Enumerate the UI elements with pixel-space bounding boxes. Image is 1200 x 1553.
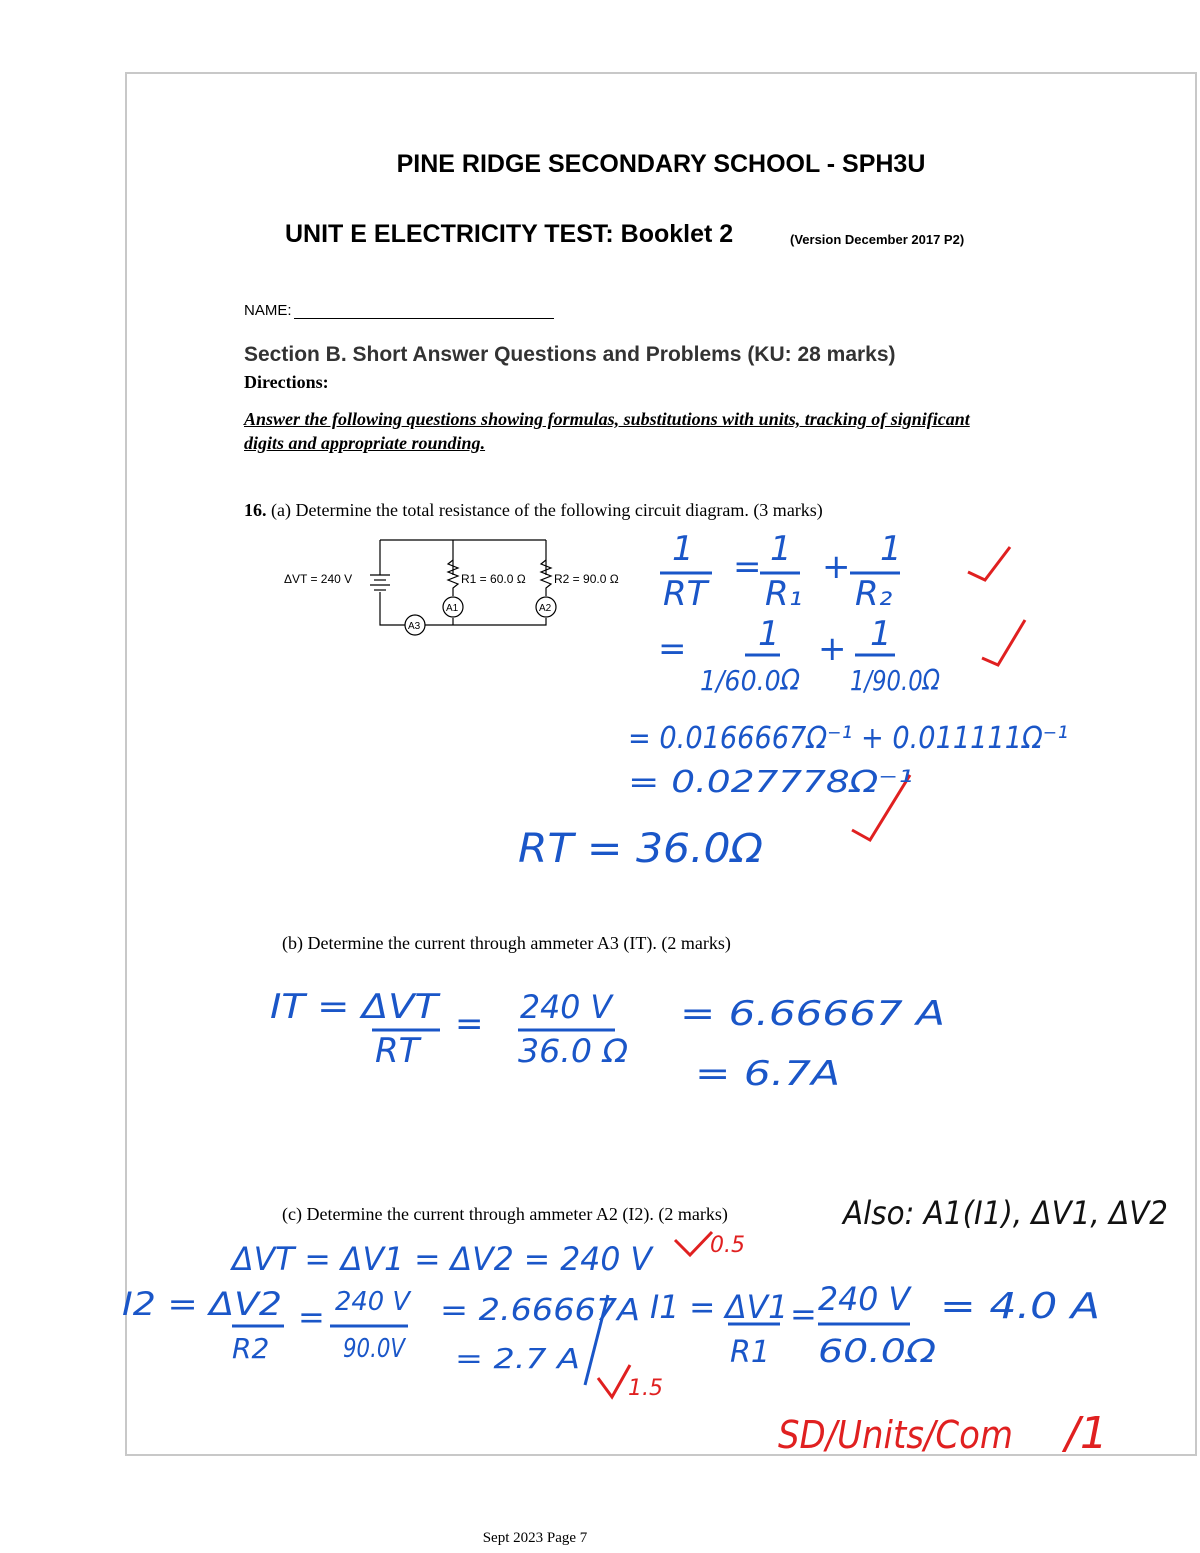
hw-a-sub2: 1/90.0Ω [850,664,941,697]
section-heading: Section B. Short Answer Questions and Problems (KU: 28 marks) [244,343,896,366]
hw-c-i1-sub-num: 240 V [818,1280,913,1318]
r1-label: R1 = 60.0 Ω [461,572,526,586]
name-label: NAME: [244,302,292,319]
hw-c-eq1: = [298,1298,325,1336]
hw-b-sub-den: 36.0 Ω [518,1032,629,1070]
version-note: (Version December 2017 P2) [790,232,965,247]
hw-c-i2-den: R2 [232,1332,270,1365]
directions-text: Answer the following questions showing formulas, substitutions with units, tracking of significant digits and appropriate rounding. [244,409,970,453]
hw-c-i2-rounded: = 2.7 A [455,1342,580,1375]
resistor-r2 [541,560,551,596]
test-title: UNIT E ELECTRICITY TEST: Booklet 2 [285,220,734,248]
r2-label: R2 = 90.0 Ω [554,572,619,586]
question-16a-text: (a) Determine the total resistance of the following circuit diagram. (3 marks) [271,500,823,520]
hw-b-sub-num: 240 V [520,988,615,1026]
hw-a-one-5: 1 [870,614,892,654]
hw-a-one-4: 1 [758,614,780,654]
hw-a-r2-text: R₂ [855,574,893,614]
hw-b-rt: RT [375,1031,420,1071]
hw-b-eq: = [455,1004,484,1044]
hw-a-one-3: 1 [880,529,902,569]
hw-a-one-2: 1 [770,529,792,569]
hw-a-line4: = 0.027778Ω⁻¹ [628,765,913,800]
hw-b-rounded: = 6.7A [695,1054,840,1094]
hw-a-r1-text: R₁ [765,574,803,614]
hw-b-value: = 6.66667 A [680,994,945,1034]
mark-half: 0.5 [710,1233,745,1258]
ammeter-a3-label: A3 [408,621,421,632]
ammeter-a2-label: A2 [539,603,552,614]
hw-a-rt-den: RT [663,574,708,614]
hw-c-i1-sub-den: 60.0Ω [818,1332,937,1370]
question-16a [244,500,823,521]
hw-a-result: RT = 36.0Ω [518,826,764,872]
sd-units-com: SD/Units/Com [778,1413,1013,1457]
hw-a-plus2: + [818,629,847,669]
question-16b-text: (b) Determine the current through ammeter A3 (IT). (2 marks) [282,933,731,953]
hw-a-one-1: 1 [672,529,694,569]
hw-c-i2-sub-den: 90.0V [343,1334,407,1364]
hw-c-also-note: Also: A1(I1), ΔV1, ΔV2 [841,1194,1168,1232]
name-field [244,302,554,319]
resistor-r1 [448,560,458,596]
question-16c-text: (c) Determine the current through ammeter A2 (I2). (2 marks) [282,1204,728,1224]
hw-a-eq2: = [658,629,687,669]
sd-score: /1 [1065,1408,1108,1459]
directions-label: Directions: [244,372,329,392]
hw-c-i1-lhs: I1 = ΔV1 [650,1288,788,1326]
hw-c-eq2: = [790,1295,817,1333]
hw-c-i1-value: = 4.0 A [940,1286,1100,1327]
school-title: PINE RIDGE SECONDARY SCHOOL - SPH3U [396,150,926,178]
hw-a-sub1: 1/60.0Ω [700,664,801,697]
hw-c-i2-sub-num: 240 V [335,1287,413,1317]
hw-c-i2-lhs: I2 = ΔV2 [122,1285,282,1323]
source-label: ΔVT = 240 V [284,572,353,586]
hw-c-i2-value: = 2.66667A [440,1293,640,1328]
directions-body: Answer the following questions showing formulas, substitutions with units, tracking of significant digits and appropriate rounding [244,409,970,453]
hw-c-voltage: ΔVT = ΔV1 = ΔV2 = 240 V [229,1240,655,1278]
page-frame [125,72,1197,1456]
hw-a-line3: = 0.0166667Ω⁻¹ + 0.011111Ω⁻¹ [628,721,1068,756]
circuit-diagram [280,530,640,640]
mark-one-half: 1.5 [628,1376,663,1401]
hw-b-lhs: IT = ΔVT [270,987,441,1027]
hw-a-eq: = [733,547,762,587]
page-footer: Sept 2023 Page 7 [482,1530,588,1546]
hw-a-plus: + [822,547,851,587]
name-blank-line [294,304,554,319]
hw-c-i1-den: R1 [730,1335,770,1370]
ammeter-a1-label: A1 [446,603,459,614]
question-number: 16. [244,500,267,520]
